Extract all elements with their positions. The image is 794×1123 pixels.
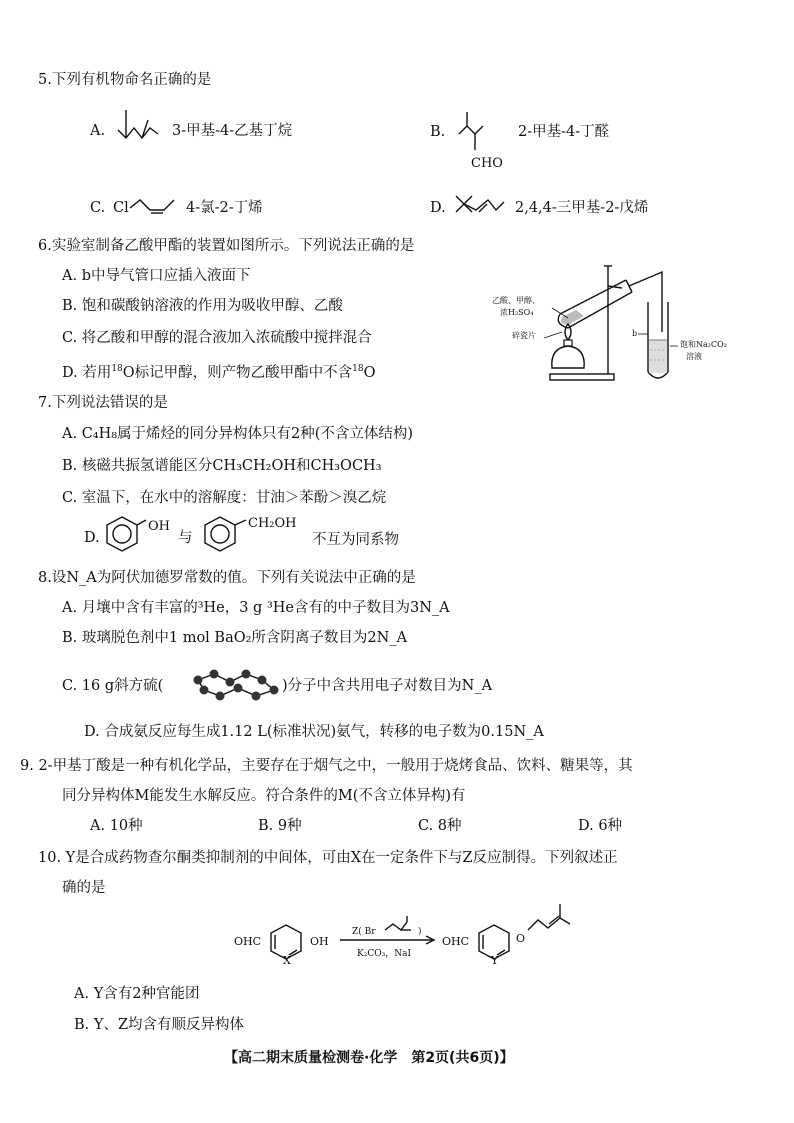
q5-stem: 5.下列有机物命名正确的是 — [38, 72, 212, 88]
q5-option-b-letter: B. — [430, 124, 446, 140]
q5-c-structure — [128, 194, 178, 216]
q7-option-d-oh: OH — [148, 519, 170, 534]
q10-reaction-arrow — [340, 936, 438, 944]
q9-option-b: B. 9种 — [258, 818, 302, 834]
q10-reagent-bottom: K₂CO₃，NaI — [357, 949, 412, 959]
q5-option-c-name: 4-氯-2-丁烯 — [186, 200, 263, 216]
q7-phenol-ring — [104, 514, 140, 554]
q8-option-c-post: )分子中含共用电子对数目为N_A — [282, 678, 493, 694]
q9-option-c: C. 8种 — [418, 818, 462, 834]
q10-option-a: A. Y含有2种官能团 — [74, 986, 200, 1002]
apparatus-label-na2co3: 饱和Na₂CO₃ — [680, 340, 727, 349]
apparatus-diagram — [488, 262, 718, 384]
apparatus-label-acid: 浓H₂SO₄ — [500, 308, 534, 317]
q5-option-d-name: 2,4,4-三甲基-2-戊烯 — [515, 200, 649, 216]
q10-stem-line1: 10. Y是合成药物查尔酮类抑制剂的中间体，可由X在一定条件下与Z反应制得。下列叙述正 — [38, 850, 618, 866]
q5-option-a-name: 3-甲基-4-乙基丁烷 — [172, 123, 293, 139]
q10-z-chain — [383, 916, 413, 934]
q5-option-a-letter: A. — [90, 123, 106, 139]
q10-stem-line2: 确的是 — [62, 880, 106, 896]
apparatus-label-solution: 溶液 — [686, 352, 702, 361]
q5-d-structure — [452, 192, 508, 220]
q7-stem: 7.下列说法错误的是 — [38, 395, 168, 411]
q8-option-c-pre: C. 16 g斜方硫( — [62, 678, 164, 694]
q5-option-b-name: 2-甲基-4-丁醛 — [518, 124, 610, 140]
q7-benzyl-ring — [202, 514, 238, 554]
apparatus-label-reagents: 乙酸、甲醇、 — [492, 296, 540, 305]
q5-option-c-letter: C. — [90, 200, 106, 216]
q10-y-label: Y — [491, 954, 499, 967]
q10-x-label: X — [283, 954, 291, 967]
page-footer: 【高二期末质量检测卷·化学 第2页(共6页)】 — [224, 1050, 514, 1066]
q6-option-b: B. 饱和碳酸钠溶液的作用为吸收甲醇、乙酸 — [62, 298, 343, 314]
q6-option-c: C. 将乙酸和甲醇的混合液加入浓硫酸中搅拌混合 — [62, 330, 372, 346]
apparatus-label-chips: 碎瓷片 — [512, 331, 536, 340]
q7-option-d-ch2oh: CH₂OH — [248, 516, 297, 531]
q5-a-structure — [112, 104, 164, 144]
q7-option-d-letter: D. — [84, 530, 100, 546]
apparatus-label-b: b — [632, 329, 638, 338]
q10-reagent-top-end: ) — [418, 927, 422, 937]
q7-option-b: B. 核磁共振氢谱能区分CH₃CH₂OH和CH₃OCH₃ — [62, 458, 382, 474]
q9-stem-line2: 同分异构体M能发生水解反应。符合条件的M(不含立体异构)有 — [62, 788, 466, 804]
q10-x-oh: OH — [310, 935, 329, 948]
q9-option-d: D. 6种 — [578, 818, 623, 834]
q10-reagent-top: Z( Br — [352, 927, 376, 937]
q10-y-ohc: OHC — [442, 935, 470, 948]
q8-option-b: B. 玻璃脱色剂中1 mol BaO₂所含阴离子数目为2N_A — [62, 630, 408, 646]
q9-option-a: A. 10种 — [90, 818, 143, 834]
q10-y-chain — [526, 900, 576, 940]
q8-stem: 8.设N_A为阿伏加德罗常数的值。下列有关说法中正确的是 — [38, 570, 416, 586]
q6-stem: 6.实验室制备乙酸甲酯的装置如图所示。下列说法正确的是 — [38, 238, 415, 254]
q6-option-d: D. 若用$^{18}$O标记甲醇，则产物乙酸甲酯中不含$^{18}$O — [62, 364, 376, 381]
q5-option-b-cho: CHO — [471, 156, 503, 171]
q9-stem-line1: 9. 2-甲基丁酸是一种有机化学品，主要存在于烟气之中，一般用于烧烤食品、饮料、糖果等，其 — [20, 758, 633, 774]
q5-option-c-cl: Cl — [113, 200, 129, 216]
q7-option-c: C. 室温下，在水中的溶解度：甘油＞苯酚＞溴乙烷 — [62, 490, 387, 506]
q8-s8-ring — [192, 666, 280, 702]
q5-option-d-letter: D. — [430, 200, 446, 216]
q7-option-d-and: 与 — [178, 530, 193, 546]
q10-option-b: B. Y、Z均含有顺反异构体 — [74, 1017, 245, 1033]
q10-y-o: O — [516, 932, 526, 945]
q10-x-ohc: OHC — [234, 935, 262, 948]
q8-option-a: A. 月壤中含有丰富的³He，3 g ³He含有的中子数目为3N_A — [62, 600, 450, 616]
q5-b-structure — [455, 106, 495, 154]
q7-option-d-end: 不互为同系物 — [312, 532, 399, 548]
q7-option-a: A. C₄H₈属于烯烃的同分异构体只有2种(不含立体结构) — [62, 426, 414, 442]
q8-option-d: D. 合成氨反应每生成1.12 L(标准状况)氨气，转移的电子数为0.15N_A — [84, 724, 544, 740]
q6-option-a: A. b中导气管口应插入液面下 — [62, 268, 251, 284]
